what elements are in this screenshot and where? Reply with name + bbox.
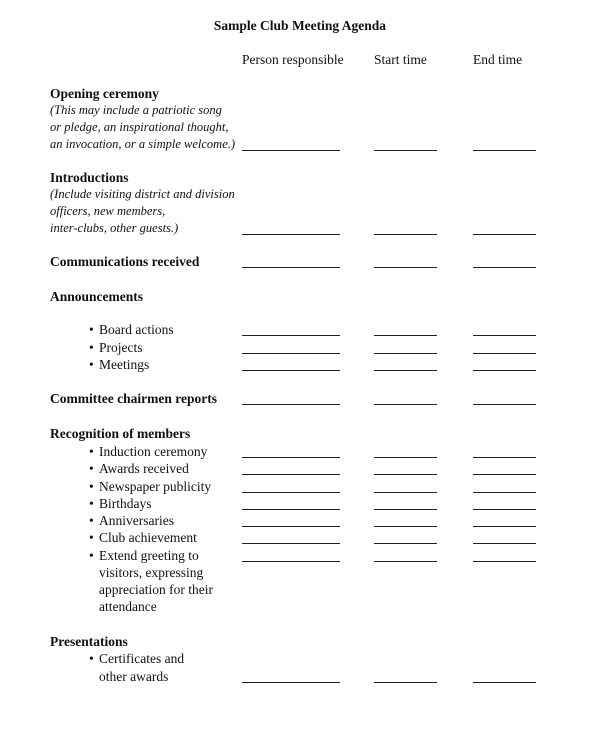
- bullet-icon: •: [89, 444, 94, 459]
- end-time-blank[interactable]: [473, 267, 536, 268]
- agenda-item: Anniversaries: [99, 513, 174, 528]
- start-time-blank[interactable]: [374, 150, 437, 151]
- end-time-blank[interactable]: [473, 234, 536, 235]
- start-time-blank[interactable]: [374, 526, 437, 527]
- start-time-blank[interactable]: [374, 370, 437, 371]
- start-time-blank[interactable]: [374, 267, 437, 268]
- person-responsible-blank[interactable]: [242, 335, 340, 336]
- section-heading: Opening ceremony: [50, 86, 159, 101]
- section-heading: Recognition of members: [50, 426, 191, 441]
- bullet-icon: •: [89, 322, 94, 337]
- person-responsible-blank[interactable]: [242, 526, 340, 527]
- person-responsible-blank[interactable]: [242, 543, 340, 544]
- bullet-icon: •: [89, 479, 94, 494]
- bullet-icon: •: [89, 548, 94, 563]
- agenda-item: other awards: [99, 669, 169, 684]
- agenda-item: Certificates and: [99, 651, 185, 666]
- person-responsible-blank[interactable]: [242, 234, 340, 235]
- person-responsible-blank[interactable]: [242, 561, 340, 562]
- start-time-blank[interactable]: [374, 353, 437, 354]
- section-note: (Include visiting district and division: [50, 187, 235, 201]
- bullet-icon: •: [89, 530, 94, 545]
- person-responsible-blank[interactable]: [242, 267, 340, 268]
- start-time-blank[interactable]: [374, 543, 437, 544]
- person-responsible-blank[interactable]: [242, 370, 340, 371]
- section-heading: Communications received: [50, 254, 200, 269]
- agenda-item: Induction ceremony: [99, 444, 208, 459]
- section-heading: Presentations: [50, 634, 128, 649]
- person-responsible-blank[interactable]: [242, 150, 340, 151]
- end-time-blank[interactable]: [473, 353, 536, 354]
- agenda-item: visitors, expressing: [99, 565, 204, 580]
- end-time-blank[interactable]: [473, 335, 536, 336]
- person-responsible-blank[interactable]: [242, 492, 340, 493]
- section-note: an invocation, or a simple welcome.): [50, 137, 236, 151]
- agenda-item: attendance: [99, 599, 157, 614]
- end-time-blank[interactable]: [473, 509, 536, 510]
- section-note: or pledge, an inspirational thought,: [50, 120, 229, 134]
- agenda-item: Extend greeting to: [99, 548, 199, 563]
- person-responsible-blank[interactable]: [242, 474, 340, 475]
- start-time-blank[interactable]: [374, 404, 437, 405]
- section-note: (This may include a patriotic song: [50, 103, 222, 117]
- agenda-item: Board actions: [99, 322, 174, 337]
- end-time-blank[interactable]: [473, 457, 536, 458]
- agenda-item: appreciation for their: [99, 582, 213, 597]
- bullet-icon: •: [89, 496, 94, 511]
- column-header-end: End time: [473, 52, 523, 67]
- start-time-blank[interactable]: [374, 561, 437, 562]
- section-heading: Committee chairmen reports: [50, 391, 217, 406]
- start-time-blank[interactable]: [374, 509, 437, 510]
- person-responsible-blank[interactable]: [242, 404, 340, 405]
- column-header-start: Start time: [374, 52, 427, 67]
- agenda-item: Newspaper publicity: [99, 479, 212, 494]
- end-time-blank[interactable]: [473, 492, 536, 493]
- bullet-icon: •: [89, 461, 94, 476]
- column-header-person: Person responsible: [242, 52, 344, 67]
- section-heading: Introductions: [50, 170, 129, 185]
- bullet-icon: •: [89, 513, 94, 528]
- start-time-blank[interactable]: [374, 474, 437, 475]
- agenda-item: Club achievement: [99, 530, 197, 545]
- agenda-item: Projects: [99, 340, 143, 355]
- start-time-blank[interactable]: [374, 682, 437, 683]
- end-time-blank[interactable]: [473, 370, 536, 371]
- document-title: Sample Club Meeting Agenda: [213, 18, 387, 33]
- bullet-icon: •: [89, 651, 94, 666]
- person-responsible-blank[interactable]: [242, 509, 340, 510]
- end-time-blank[interactable]: [473, 474, 536, 475]
- person-responsible-blank[interactable]: [242, 457, 340, 458]
- section-heading: Announcements: [50, 289, 144, 304]
- end-time-blank[interactable]: [473, 150, 536, 151]
- start-time-blank[interactable]: [374, 335, 437, 336]
- end-time-blank[interactable]: [473, 682, 536, 683]
- end-time-blank[interactable]: [473, 561, 536, 562]
- end-time-blank[interactable]: [473, 526, 536, 527]
- agenda-item: Meetings: [99, 357, 150, 372]
- start-time-blank[interactable]: [374, 457, 437, 458]
- end-time-blank[interactable]: [473, 404, 536, 405]
- bullet-icon: •: [89, 357, 94, 372]
- agenda-item: Birthdays: [99, 496, 152, 511]
- end-time-blank[interactable]: [473, 543, 536, 544]
- section-note: officers, new members,: [50, 204, 166, 218]
- person-responsible-blank[interactable]: [242, 353, 340, 354]
- start-time-blank[interactable]: [374, 492, 437, 493]
- person-responsible-blank[interactable]: [242, 682, 340, 683]
- bullet-icon: •: [89, 340, 94, 355]
- start-time-blank[interactable]: [374, 234, 437, 235]
- agenda-item: Awards received: [99, 461, 189, 476]
- section-note: inter-clubs, other guests.): [50, 221, 179, 235]
